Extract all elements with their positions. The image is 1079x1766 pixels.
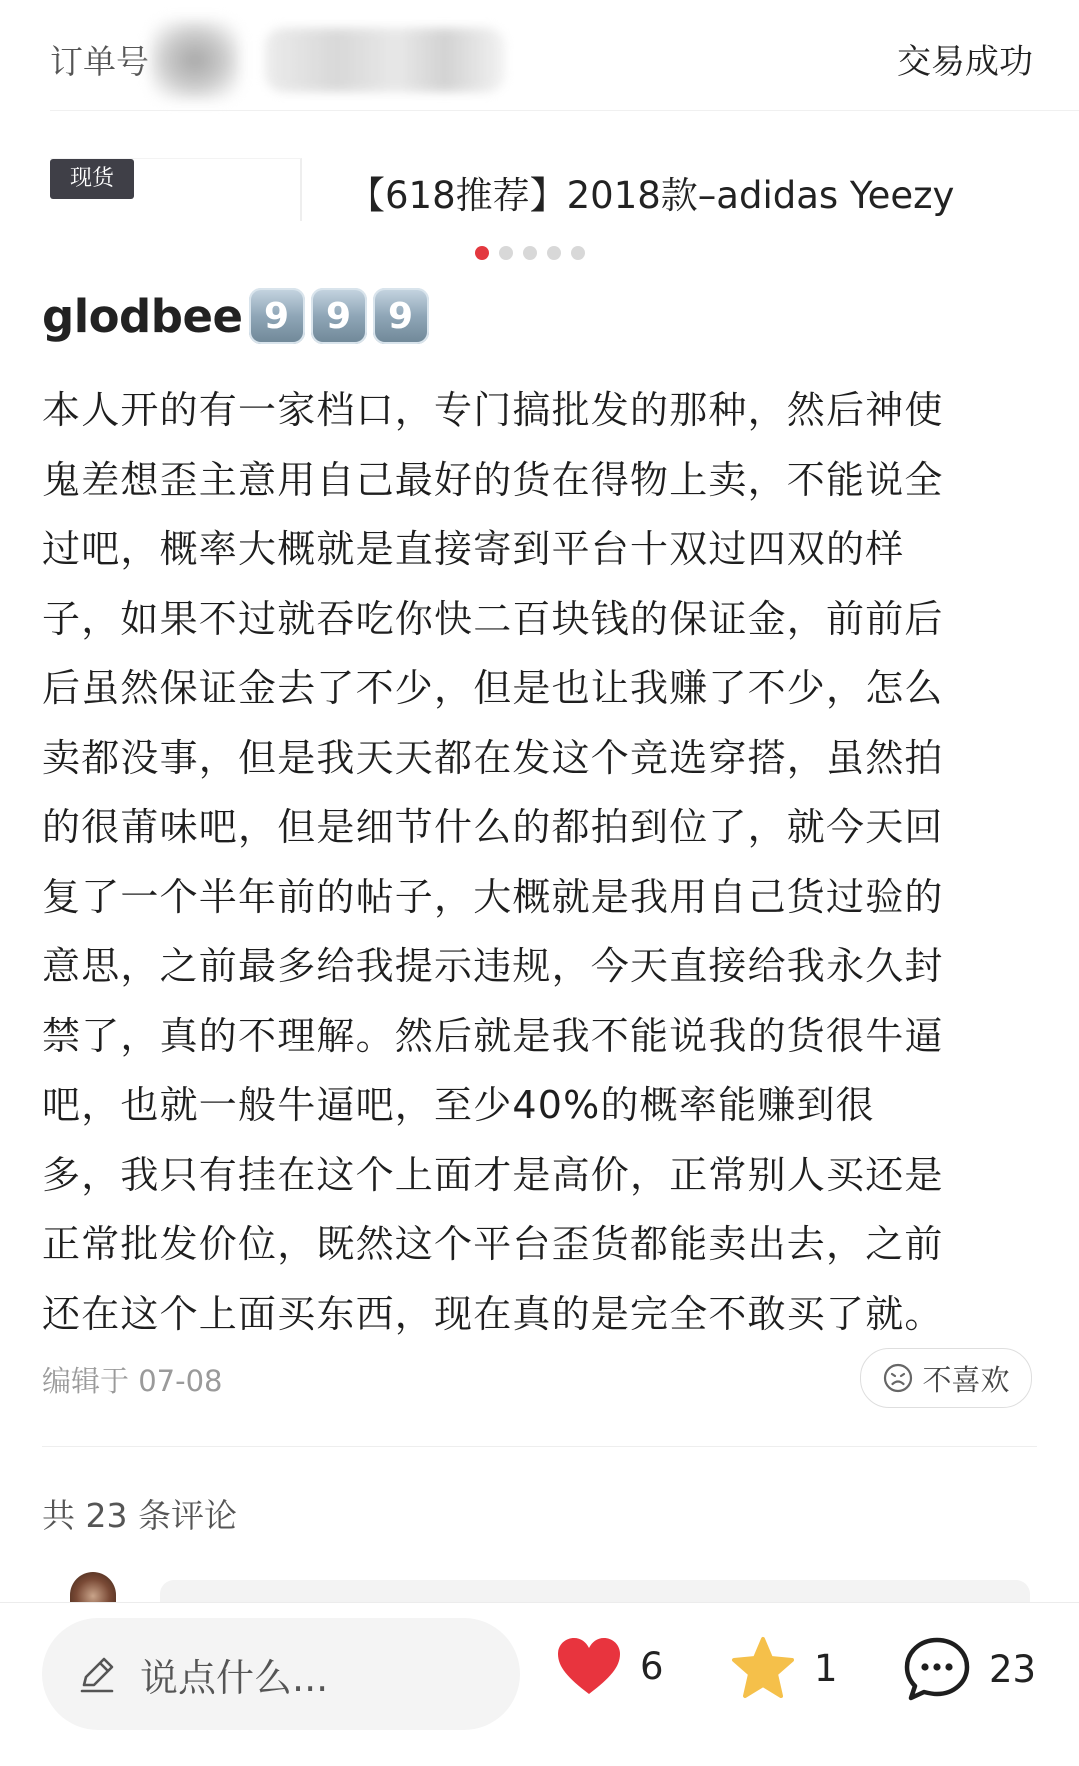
order-number-redacted (150, 20, 240, 100)
comment-input[interactable] (42, 1618, 520, 1730)
in-stock-badge: 现货 (50, 159, 134, 199)
favorite-count: 1 (814, 1646, 838, 1690)
favorite-button[interactable] (730, 1636, 838, 1700)
author-row[interactable] (42, 288, 429, 344)
product-title[interactable]: 【618推荐】2018款–adidas Yeezy (348, 174, 955, 217)
post-line: 鬼差想歪主意用自己最好的货在得物上卖，不能说全 (42, 457, 944, 502)
comment-button[interactable] (903, 1636, 1036, 1702)
post-line: 过吧，概率大概就是直接寄到平台十双过四双的样 (42, 527, 905, 571)
comments-header: 共 23 条评论 (42, 1496, 237, 1535)
carousel-dot[interactable] (571, 246, 585, 260)
divider (50, 110, 1079, 111)
post-line: 复了一个半年前的帖子，大概就是我用自己货过验的 (42, 874, 944, 919)
author-name[interactable]: glodbee (42, 289, 243, 343)
dislike-button[interactable] (860, 1348, 1032, 1408)
edited-timestamp: 编辑于 07-08 (42, 1364, 223, 1398)
post-line: 本人开的有一家档口，专门搞批发的那种，然后神使 (42, 388, 944, 432)
level-badge: 9 (249, 288, 305, 344)
post-body (42, 376, 1032, 1349)
post-line: 禁了，真的不理解。然后就是我不能说我的货很牛逼 (42, 1013, 944, 1058)
like-count: 6 (640, 1644, 664, 1688)
post-line: 意思，之前最多给我提示违规，今天直接给我永久封 (42, 944, 944, 988)
carousel-dot[interactable] (499, 246, 513, 260)
level-badge: 9 (373, 288, 429, 344)
post-line: 正常批发价位，既然这个平台歪货都能卖出去，之前 (42, 1222, 944, 1266)
post-line: 多，我只有挂在这个上面才是高价，正常别人买还是 (42, 1152, 944, 1197)
carousel-dot[interactable] (523, 246, 537, 260)
post-line: 的很莆味吧，但是细节什么的都拍到位了，就今天回 (42, 805, 944, 849)
heart-icon (556, 1636, 622, 1696)
sad-face-icon (882, 1362, 914, 1394)
order-number-label: 订单号 (50, 42, 149, 81)
order-number-redacted (265, 28, 505, 92)
level-badge: 9 (311, 288, 367, 344)
post-line: 吧，也就一般牛逼吧，至少40%的概率能赚到很 (42, 1083, 875, 1127)
like-button[interactable] (556, 1636, 664, 1696)
chat-bubble-icon (903, 1636, 971, 1702)
post-line: 后虽然保证金去了不少，但是也让我赚了不少，怎么 (42, 666, 944, 710)
post-line: 还在这个上面买东西，现在真的是完全不敢买了就。 (42, 1291, 944, 1336)
comment-input-placeholder: 说点什么... (140, 1655, 329, 1700)
pencil-icon (76, 1653, 118, 1695)
carousel-dot[interactable] (547, 246, 561, 260)
carousel-indicator (475, 246, 585, 260)
commenter-avatar[interactable] (70, 1572, 116, 1602)
divider (42, 1446, 1037, 1447)
carousel-dot-active[interactable] (475, 246, 489, 260)
post-line: 子，如果不过就吞吃你快二百块钱的保证金，前前后 (42, 596, 944, 641)
dislike-label: 不喜欢 (922, 1362, 1010, 1397)
comment-count: 23 (989, 1647, 1037, 1691)
star-icon (730, 1636, 796, 1700)
order-status: 交易成功 (897, 42, 1033, 82)
comment-bubble[interactable] (160, 1580, 1030, 1602)
post-line: 卖都没事，但是我天天都在发这个竞选穿搭，虽然拍 (42, 735, 944, 780)
